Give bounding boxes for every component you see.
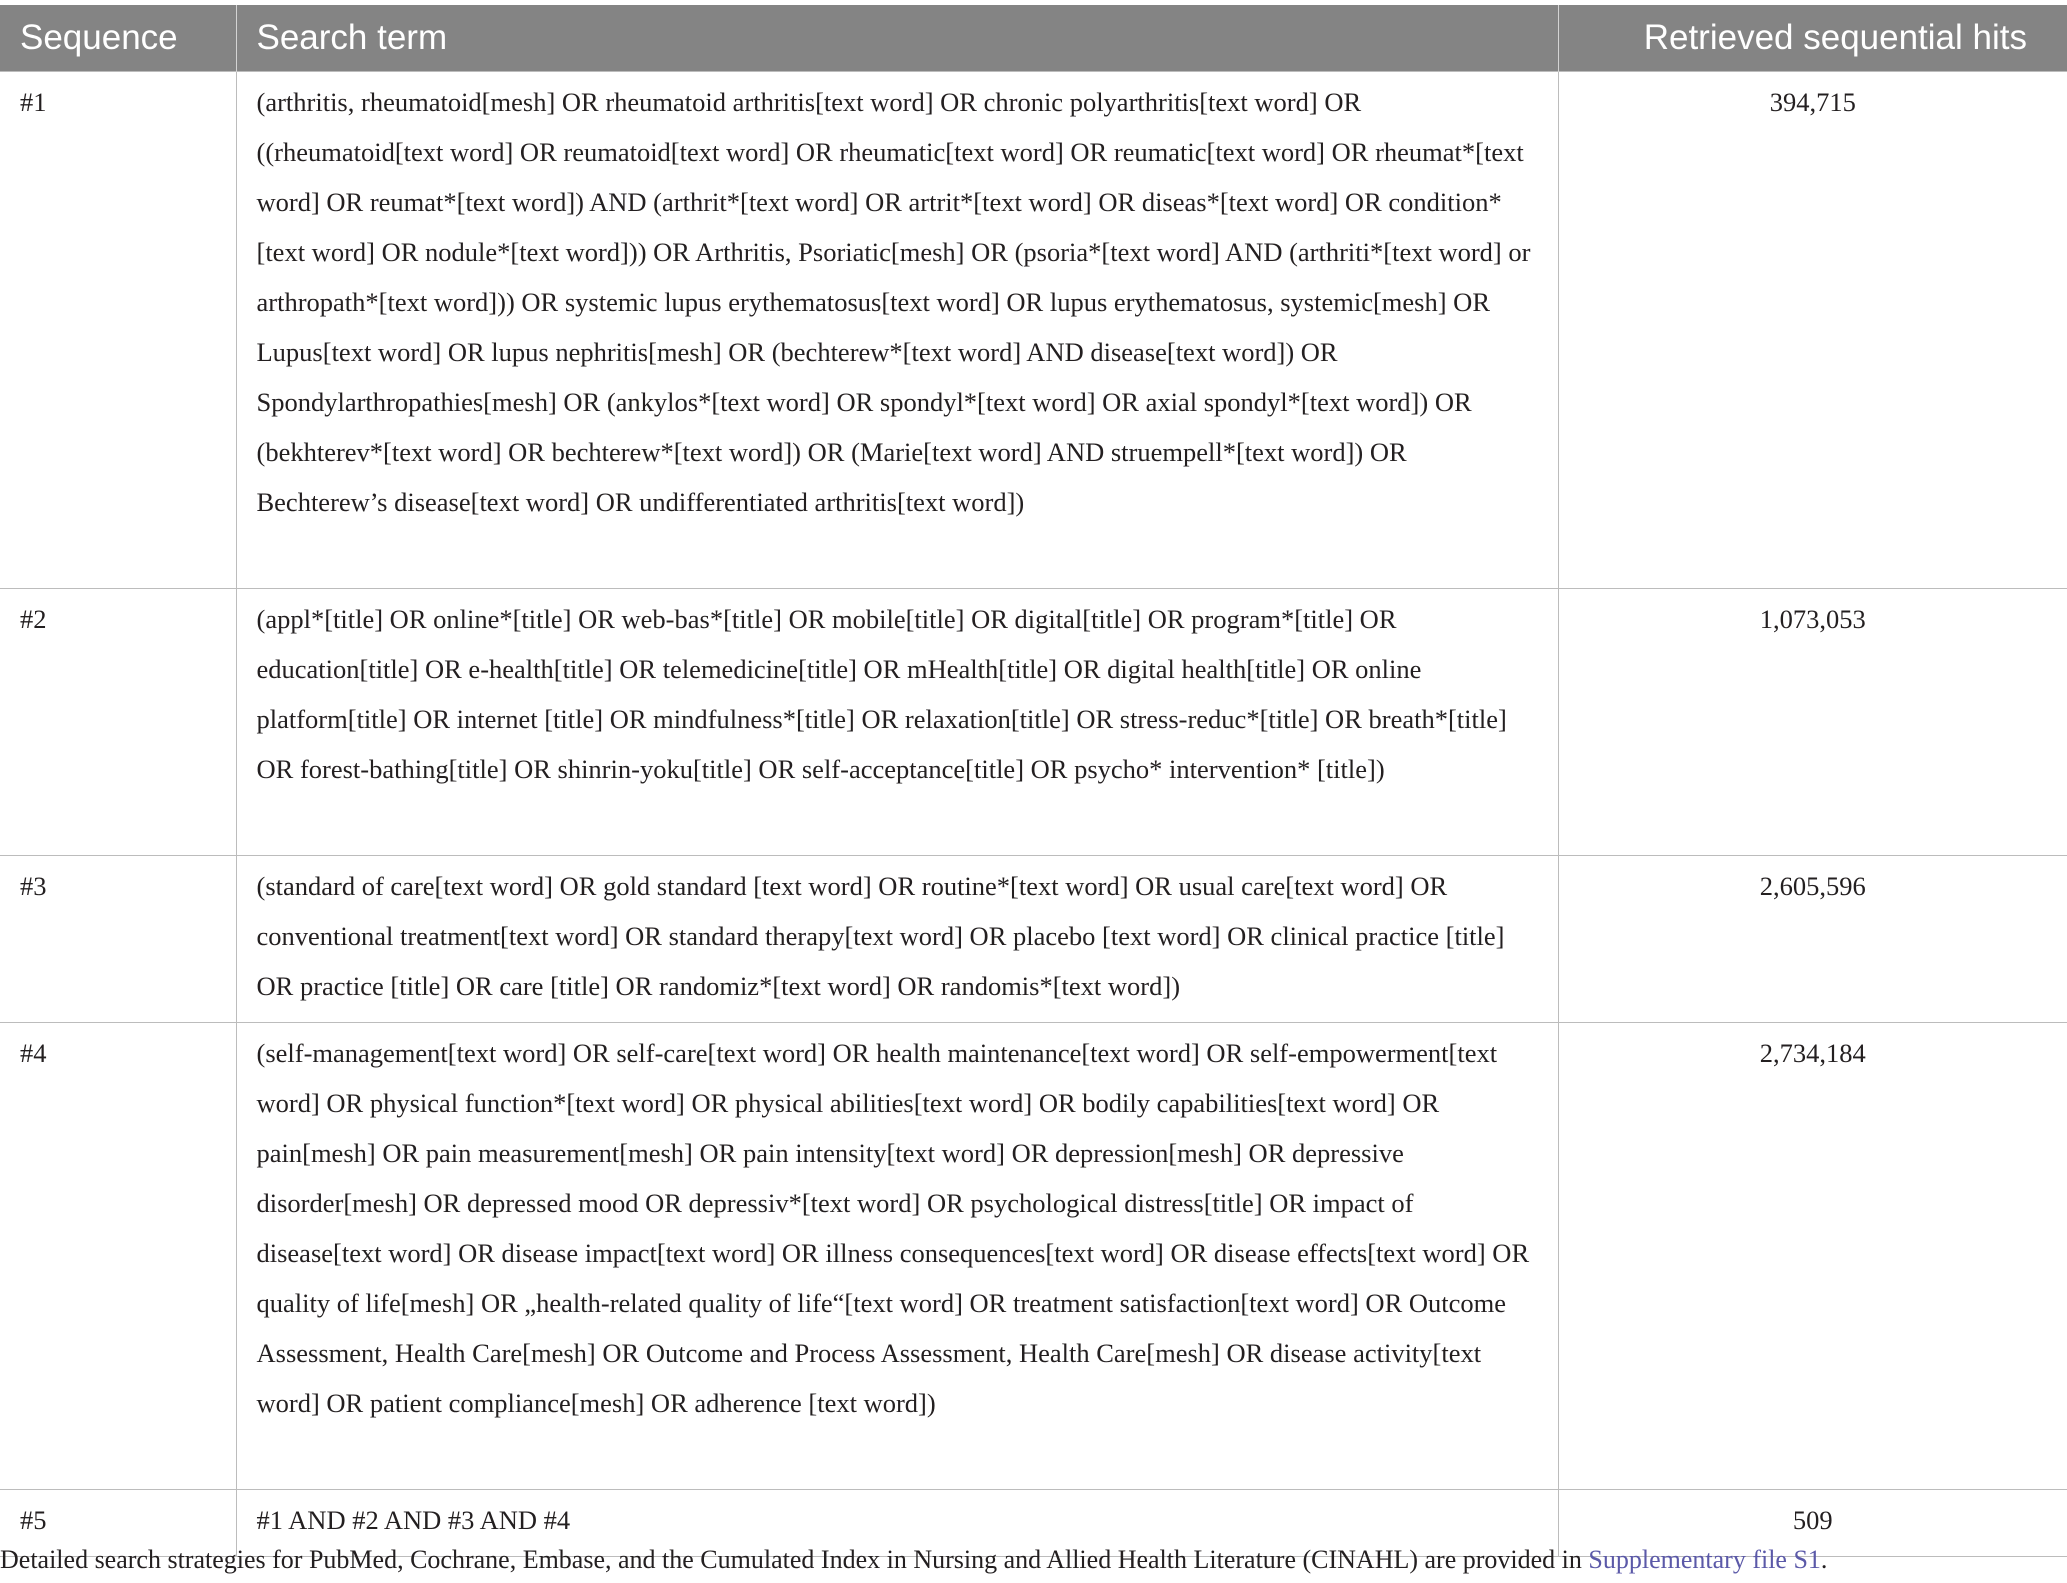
table-footnote [0, 1541, 1827, 1579]
sequence-cell: #5 [0, 1490, 236, 1557]
table-row [0, 72, 2067, 589]
table-row [0, 856, 2067, 1023]
search-term-cell: (arthritis, rheumatoid[mesh] OR rheumatoid arthritis[text word] OR chronic polyarthritis[text word] OR ((rheumatoid[text word] OR reumatoid[text word] OR rheumatic[text word] OR reumatic[text word] OR rheumat*[text word] OR reumat*[text word]) AND (arthrit*[text word] OR artrit*[text word] OR diseas*[text word] OR condition*[text word] OR nodule*[text word])) OR Arthritis, Psoriatic[mesh] OR (psoria*[text word] AND (arthriti*[text word] or arthropath*[text word])) OR systemic lupus erythematosus[text word] OR lupus erythematosus, systemic[mesh] OR Lupus[text word] OR lupus nephritis[mesh] OR (bechterew*[text word] AND disease[text word]) OR Spondylarthropathies[mesh] OR (ankylos*[text word] OR spondyl*[text word] OR axial spondyl*[text word]) OR (bekhterev*[text word] OR bechterew*[text word]) OR (Marie[text word] AND struempell*[text word]) OR Bechterew’s disease[text word] OR undifferentiated arthritis[text word]) [236, 72, 1558, 589]
hits-cell: 2,734,184 [1558, 1023, 2067, 1490]
search-term-cell: (self-management[text word] OR self-care[text word] OR health maintenance[text word] OR self-empowerment[text word] OR physical function*[text word] OR physical abilities[text word] OR bodily capabilities[text word] OR pain[mesh] OR pain measurement[mesh] OR pain intensity[text word] OR depression[mesh] OR depressive disorder[mesh] OR depressed mood OR depressiv*[text word] OR psychological distress[title] OR impact of disease[text word] OR disease impact[text word] OR illness consequences[text word] OR disease effects[text word] OR quality of life[mesh] OR „health-related quality of life“[text word] OR treatment satisfaction[text word] OR Outcome Assessment, Health Care[mesh] OR Outcome and Process Assessment, Health Care[mesh] OR disease activity[text word] OR patient compliance[mesh] OR adherence [text word]) [236, 1023, 1558, 1490]
header-row [0, 5, 2067, 72]
search-term-cell: (appl*[title] OR online*[title] OR web-bas*[title] OR mobile[title] OR digital[title] OR program*[title] OR education[title] OR e-health[title] OR telemedicine[title] OR mHealth[title] OR digital health[title] OR online platform[title] OR internet [title] OR mindfulness*[title] OR relaxation[title] OR stress-reduc*[title] OR breath*[title] OR forest-bathing[title] OR shinrin-yoku[title] OR self-acceptance[title] OR psycho* intervention* [title]) [236, 589, 1558, 856]
table-body [0, 72, 2067, 1557]
header-sequence: Sequence [0, 5, 236, 72]
hits-cell: 509 [1558, 1490, 2067, 1557]
header-search-term: Search term [236, 5, 1558, 72]
sequence-cell: #2 [0, 589, 236, 856]
sequence-cell: #3 [0, 856, 236, 1023]
hits-cell: 394,715 [1558, 72, 2067, 589]
table-row [0, 1023, 2067, 1490]
search-strategy-table [0, 5, 2067, 1557]
hits-cell: 2,605,596 [1558, 856, 2067, 1023]
footnote-text: Detailed search strategies for PubMed, Cochrane, Embase, and the Cumulated Index in Nursing and Allied Health Literature (CINAHL) are provided in [0, 1545, 1589, 1574]
footnote-end: . [1820, 1545, 1828, 1574]
table-header [0, 5, 2067, 72]
search-term-cell: (standard of care[text word] OR gold standard [text word] OR routine*[text word] OR usual care[text word] OR conventional treatment[text word] OR standard therapy[text word] OR placebo [text word] OR clinical practice [title] OR practice [title] OR care [title] OR randomiz*[text word] OR randomis*[text word]) [236, 856, 1558, 1023]
sequence-cell: #4 [0, 1023, 236, 1490]
hits-cell: 1,073,053 [1558, 589, 2067, 856]
search-term-cell: #1 AND #2 AND #3 AND #4 [236, 1490, 1558, 1557]
sequence-cell: #1 [0, 72, 236, 589]
supplementary-file-link[interactable]: Supplementary file S1 [1588, 1545, 1821, 1574]
header-retrieved-hits: Retrieved sequential hits [1558, 5, 2067, 72]
table-row [0, 589, 2067, 856]
